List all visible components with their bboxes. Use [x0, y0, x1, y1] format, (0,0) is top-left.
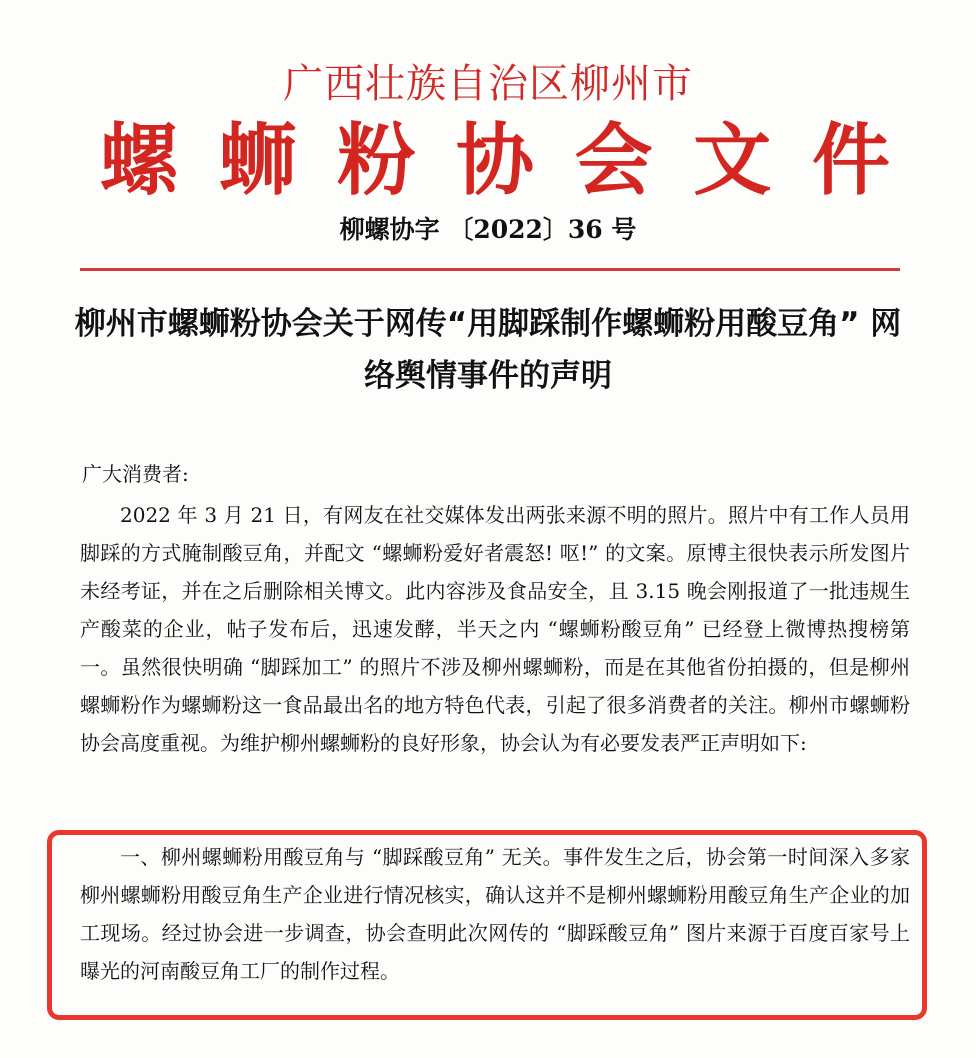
- highlight-annotation-box: [47, 830, 927, 1020]
- header-divider: [80, 268, 900, 271]
- heading-char: 协: [455, 116, 534, 206]
- salutation: 广大消费者:: [82, 462, 189, 486]
- document-type-heading: [100, 116, 890, 206]
- heading-char: 文: [693, 116, 772, 206]
- document-number: 柳螺协字 〔2022〕36 号: [339, 215, 637, 244]
- heading-char: 螺: [100, 116, 179, 206]
- body-paragraph-highlighted: 一、柳州螺蛳粉用酸豆角与 “脚踩酸豆角” 无关。事件发生之后，协会第一时间深入多家柳州螺蛳粉用酸豆角生产企业进行情况核实，确认这并不是柳州螺蛳粉用酸豆角生产企业的加工现场。经过协会进一步调查，协会查明此次网传的 “脚踩酸豆角” 图片来源于百度百家号上曝光的河南酸豆角工厂的制作过程。: [80, 845, 910, 983]
- heading-char: 蛳: [218, 116, 297, 206]
- document-title: 柳州市螺蛳粉协会关于网传“用脚踩制作螺蛳粉用酸豆角” 网络舆情事件的声明: [74, 306, 902, 394]
- issuing-region: 广西壮族自治区柳州市: [283, 61, 693, 107]
- body-paragraph: 2022 年 3 月 21 日，有网友在社交媒体发出两张来源不明的照片。照片中有工作人员用脚踩的方式腌制酸豆角，并配文 “螺蛳粉爱好者震怒! 呕!” 的文案。原博主很快表示所发图片未经考证，并在之后删除相关博文。此内容涉及食品安全，且 3.15 晚会刚报道了一批违规生产酸菜的企业，帖子发布后，迅速发酵，半天之内 “螺蛳粉酸豆角” 已经登上微博热搜榜第一。虽然很快明确 “脚踩加工” 的照片不涉及柳州螺蛳粉，而是在其他省份拍摄的，但是柳州螺蛳粉作为螺蛳粉这一食品最出名的地方特色代表，引起了很多消费者的关注。柳州市螺蛳粉协会高度重视。为维护柳州螺蛳粉的良好形象，协会认为有必要发表严正声明如下:: [80, 503, 910, 755]
- heading-char: 会: [574, 116, 653, 206]
- heading-char: 件: [811, 116, 890, 206]
- heading-char: 粉: [337, 116, 416, 206]
